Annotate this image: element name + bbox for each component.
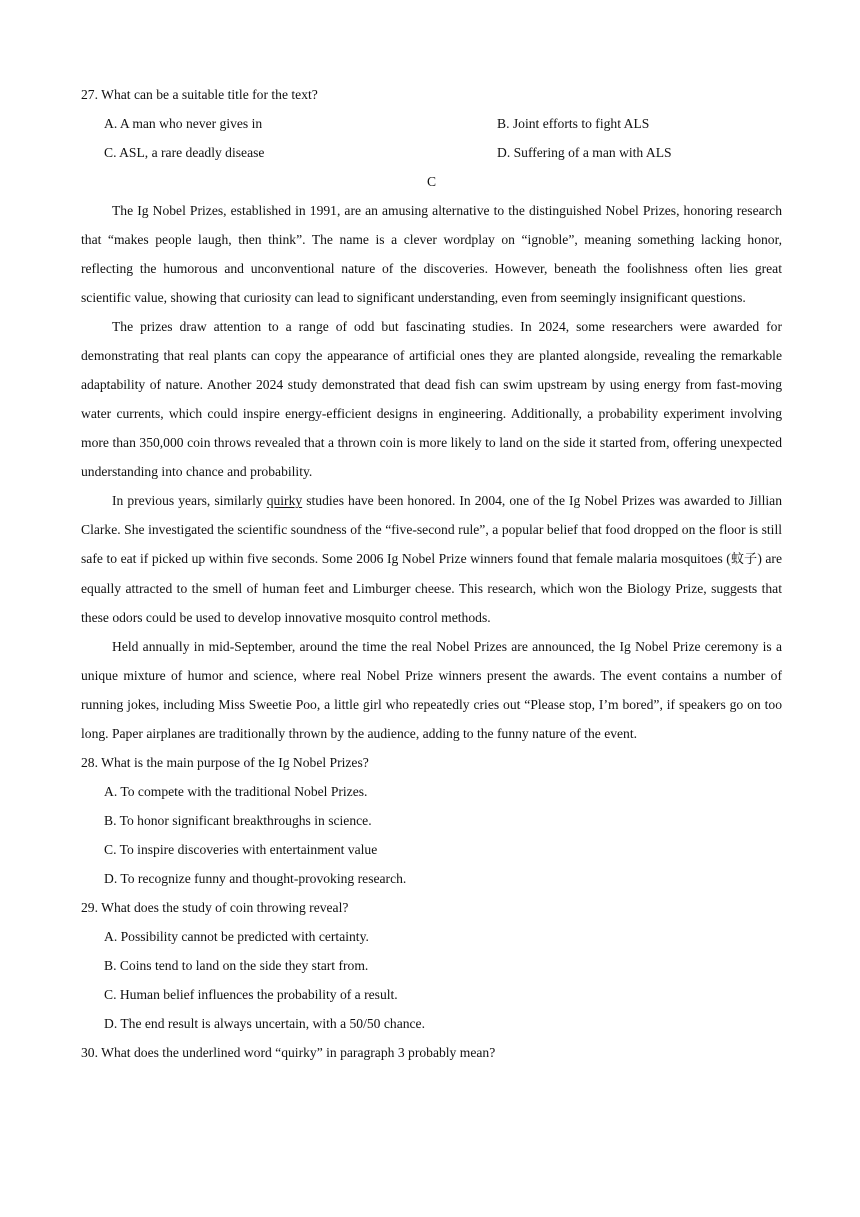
question-27-options-row-1 — [81, 109, 782, 138]
question-28-option-c: C. To inspire discoveries with entertainment value — [104, 842, 378, 857]
question-29-option-b: B. Coins tend to land on the side they start from. — [104, 958, 369, 973]
question-29-option-c: C. Human belief influences the probability of a result. — [104, 987, 398, 1002]
question-28-option-d: D. To recognize funny and thought-provoking research. — [104, 871, 407, 886]
question-28-option-a: A. To compete with the traditional Nobel Prizes. — [104, 784, 368, 799]
question-27-stem: 27. What can be a suitable title for the text? — [81, 87, 318, 102]
passage-paragraph-4: Held annually in mid-September, around the time the real Nobel Prizes are announced, the Ig Nobel Prize ceremony is a unique mixture of humor and science, where real Nobel Prize winners present the awards. The event contains a number of running jokes, including Miss Sweetie Poo, a little girl who repeatedly cries out “Please stop, I’m bored”, if speakers go on too long. Paper airplanes are traditionally thrown by the audience, adding to the funny nature of the event. — [81, 639, 782, 741]
question-27-option-b: B. Joint efforts to fight ALS — [497, 116, 650, 131]
underlined-word-quirky: quirky — [266, 493, 303, 508]
section-heading: C — [426, 174, 437, 189]
question-30-stem: 30. What does the underlined word “quirky” in paragraph 3 probably mean? — [81, 1045, 496, 1060]
paragraph-3-text-end: ) are equally attracted to the smell of human feet and Limburger cheese. This research, which won the Biology Prize, suggests that these odors could be used to develop innovative mosquito control methods. — [81, 551, 782, 625]
question-29-stem: 29. What does the study of coin throwing reveal? — [81, 900, 349, 915]
question-29-option-a: A. Possibility cannot be predicted with certainty. — [104, 929, 369, 944]
question-27-option-d: D. Suffering of a man with ALS — [497, 145, 672, 160]
exam-page — [81, 80, 782, 1067]
paragraph-3-text-start: In previous years, similarly — [112, 493, 267, 508]
chinese-gloss-mosquito: 蚊子 — [730, 552, 758, 567]
question-28-stem: 28. What is the main purpose of the Ig Nobel Prizes? — [81, 755, 369, 770]
passage-paragraph-2: The prizes draw attention to a range of odd but fascinating studies. In 2024, some researchers were awarded for demonstrating that real plants can copy the appearance of artificial ones they are planted alongside, revealing the remarkable adaptability of nature. Another 2024 study demonstrated that dead fish can swim upstream by using energy from fast-moving water currents, which could inspire energy-efficient designs in engineering. Additionally, a probability experiment involving more than 350,000 coin throws revealed that a thrown coin is more likely to land on the side it started from, offering unexpected understanding into chance and probability. — [81, 319, 782, 479]
question-27-options-row-2 — [81, 138, 782, 167]
question-27-option-a: A. A man who never gives in — [104, 116, 263, 131]
paragraph-3-text-middle: studies have been honored. In 2004, one of the Ig Nobel Prizes was awarded to Jillian Clarke. She investigated the scientific soundness of the “five-second rule”, a popular belief that food dropped on the floor is still safe to eat if picked up within five seconds. Some 2006 Ig Nobel Prize winners found that female malaria mosquitoes ( — [81, 493, 782, 566]
question-29-option-d: D. The end result is always uncertain, with a 50/50 chance. — [104, 1016, 425, 1031]
question-28-option-b: B. To honor significant breakthroughs in science. — [104, 813, 372, 828]
passage-paragraph-3 — [81, 486, 782, 632]
question-27-option-c: C. ASL, a rare deadly disease — [104, 145, 265, 160]
passage-paragraph-1: The Ig Nobel Prizes, established in 1991, are an amusing alternative to the distinguished Nobel Prizes, honoring research that “makes people laugh, then think”. The name is a clever wordplay on “ignoble”, meaning something lacking honor, reflecting the humorous and unconventional nature of the discoveries. However, beneath the foolishness often lies great scientific value, showing that curiosity can lead to significant understanding, even from seemingly insignificant questions. — [81, 203, 782, 305]
